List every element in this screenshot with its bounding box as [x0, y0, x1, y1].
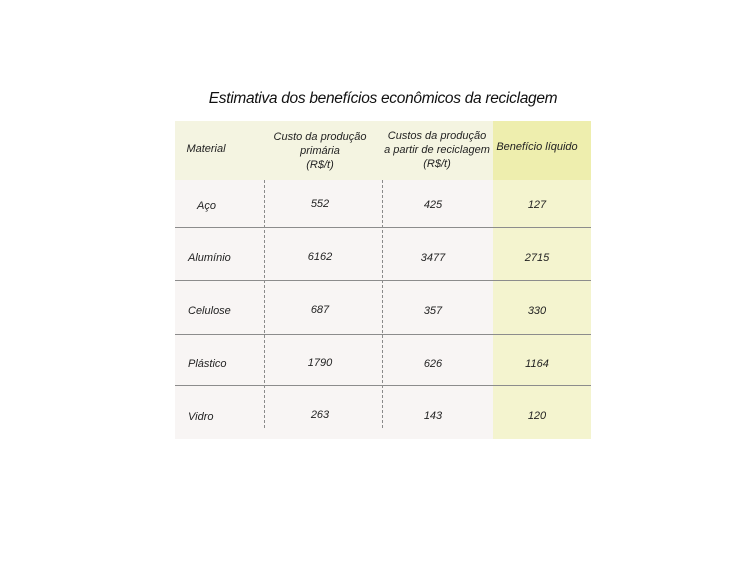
cell-net-benefit: 1164 [525, 358, 549, 370]
cell-primary-cost: 6162 [307, 251, 333, 263]
cell-recycling-cost: 626 [423, 358, 443, 370]
header-recycling-cost: Custos da produção a partir de reciclagem (R$/t) [384, 130, 490, 170]
header-material: Material [186, 143, 226, 155]
row-separator [175, 227, 591, 228]
cell-net-benefit: 2715 [524, 252, 550, 264]
cell-net-benefit: 330 [527, 305, 547, 317]
cell-recycling-cost: 3477 [420, 252, 446, 264]
cell-recycling-cost: 143 [423, 410, 443, 422]
cell-material: Plástico [188, 358, 227, 370]
row-separator [175, 280, 591, 281]
cell-material: Aço [197, 200, 216, 212]
column-separator [382, 180, 383, 428]
row-separator [175, 334, 591, 335]
header-primary-cost: Custo da produção primária (R$/t) [273, 131, 367, 171]
cell-recycling-cost: 425 [423, 199, 443, 211]
column-separator [264, 180, 265, 428]
cell-primary-cost: 1790 [307, 357, 333, 369]
header-net-benefit: Benefício líquido [496, 141, 578, 153]
cell-primary-cost: 552 [310, 198, 330, 210]
row-separator [175, 385, 591, 386]
cell-net-benefit: 127 [527, 199, 547, 211]
table-title: Estimativa dos benefícios econômicos da reciclagem [208, 90, 558, 107]
cell-recycling-cost: 357 [423, 305, 443, 317]
cell-material: Alumínio [188, 252, 231, 264]
recycling-benefits-table [175, 121, 591, 439]
cell-material: Celulose [188, 305, 231, 317]
cell-material: Vidro [188, 411, 214, 423]
cell-primary-cost: 687 [310, 304, 330, 316]
cell-primary-cost: 263 [310, 409, 330, 421]
cell-net-benefit: 120 [527, 410, 547, 422]
